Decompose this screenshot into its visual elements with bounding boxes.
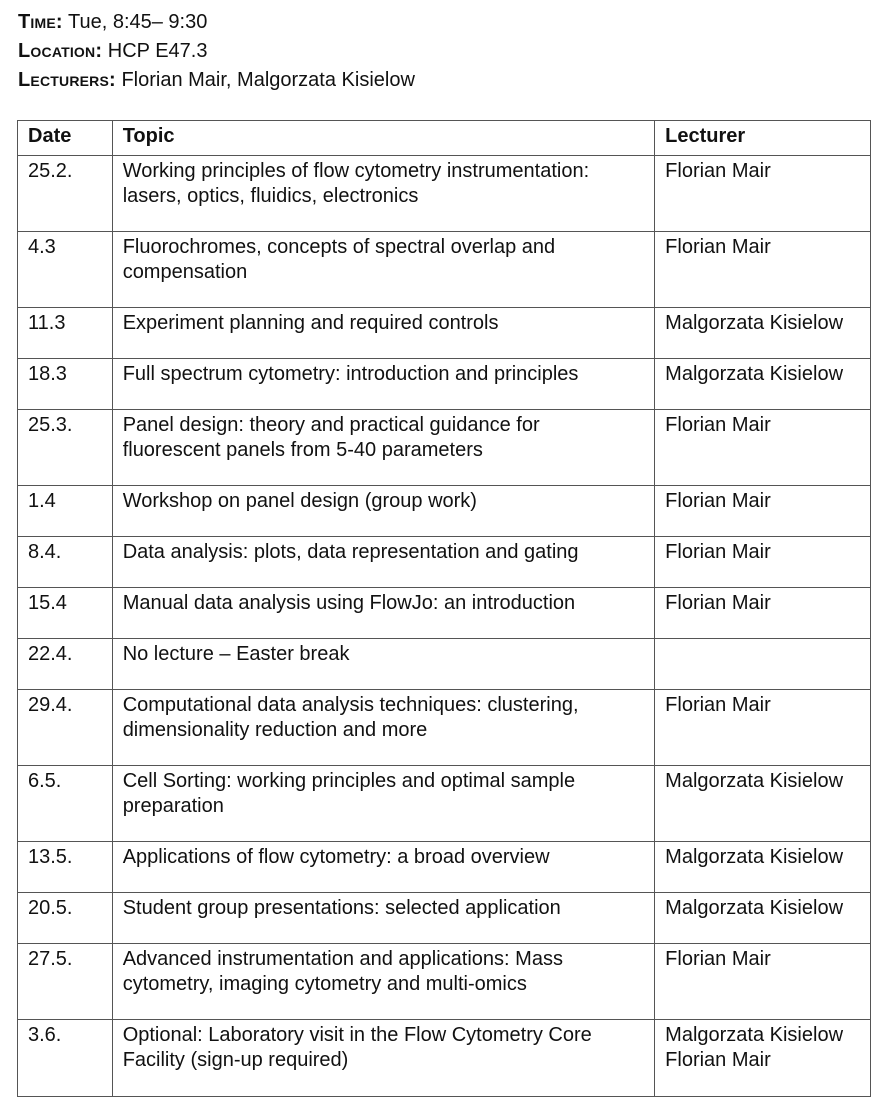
topic-cell [112, 893, 654, 944]
topic-cell [112, 410, 654, 486]
date-cell: 8.4. [18, 537, 113, 588]
topic-line: lasers, optics, fluidics, electronics [122, 185, 419, 207]
lecturer-name: Florian Mair [665, 592, 771, 614]
lecturer-cell [655, 232, 871, 308]
date-cell: 4.3 [18, 232, 113, 308]
date-cell: 11.3 [18, 308, 113, 359]
lecturer-name: Florian Mair [665, 948, 771, 970]
table-row [18, 893, 871, 944]
date-cell: 29.4. [18, 690, 113, 766]
table-header-row [18, 121, 871, 156]
table-row [18, 486, 871, 537]
topic-line: cytometry, imaging cytometry and multi-omics [122, 973, 527, 995]
topic-line: Optional: Laboratory visit in the Flow Cytometry Core [122, 1024, 592, 1046]
date-cell: 27.5. [18, 944, 113, 1020]
schedule-table [17, 120, 871, 1097]
table-row [18, 690, 871, 766]
lecturer-cell [655, 639, 871, 690]
topic-line: Facility (sign-up required) [122, 1049, 349, 1071]
date-cell: 18.3 [18, 359, 113, 410]
topic-cell [112, 359, 654, 410]
lecturer-cell [655, 893, 871, 944]
lecturer-cell [655, 359, 871, 410]
topic-line: Fluorochromes, concepts of spectral overlap and [122, 236, 556, 258]
lecturer-name: Florian Mair [665, 541, 771, 563]
lecturer-cell [655, 308, 871, 359]
time-value: Tue, 8:45– 9:30 [67, 11, 208, 33]
topic-cell [112, 537, 654, 588]
lecturer-name: Florian Mair [665, 1049, 771, 1071]
column-header-lecturer: Lecturer [655, 121, 871, 156]
location-value: HCP E47.3 [107, 40, 208, 62]
lecturer-cell [655, 410, 871, 486]
course-info-header [18, 8, 415, 95]
table-row [18, 588, 871, 639]
time-label: Time: [18, 11, 63, 33]
topic-line: No lecture – Easter break [122, 643, 350, 665]
table-row [18, 639, 871, 690]
topic-cell [112, 588, 654, 639]
lecturer-cell [655, 537, 871, 588]
lecturer-name: Florian Mair [665, 236, 771, 258]
topic-cell [112, 944, 654, 1020]
table-row [18, 410, 871, 486]
table-row [18, 842, 871, 893]
lecturers-value: Florian Mair, Malgorzata Kisielow [121, 69, 415, 91]
table-row [18, 359, 871, 410]
lecturer-name: Malgorzata Kisielow [665, 312, 844, 334]
date-cell: 6.5. [18, 766, 113, 842]
lecturers-label: Lecturers: [18, 69, 116, 91]
lecturers-line [18, 66, 415, 95]
topic-cell [112, 486, 654, 537]
lecturer-name: Malgorzata Kisielow [665, 897, 844, 919]
lecturer-cell [655, 842, 871, 893]
lecturer-name: Malgorzata Kisielow [665, 1024, 844, 1046]
location-label: Location: [18, 40, 103, 62]
topic-line: compensation [122, 261, 248, 283]
table-row [18, 1020, 871, 1097]
table-row [18, 232, 871, 308]
time-line [18, 8, 415, 37]
date-cell: 1.4 [18, 486, 113, 537]
date-cell: 20.5. [18, 893, 113, 944]
date-cell: 13.5. [18, 842, 113, 893]
table-row [18, 308, 871, 359]
lecturer-name: Malgorzata Kisielow [665, 846, 844, 868]
lecturer-name: Malgorzata Kisielow [665, 770, 844, 792]
topic-line: Student group presentations: selected application [122, 897, 561, 919]
topic-line: Manual data analysis using FlowJo: an introduction [122, 592, 576, 614]
table-row [18, 156, 871, 232]
lecturer-cell [655, 690, 871, 766]
date-cell: 22.4. [18, 639, 113, 690]
topic-cell [112, 639, 654, 690]
lecturer-cell [655, 588, 871, 639]
topic-cell [112, 156, 654, 232]
date-cell: 15.4 [18, 588, 113, 639]
topic-line: Cell Sorting: working principles and optimal sample [122, 770, 576, 792]
date-cell: 25.3. [18, 410, 113, 486]
topic-line: fluorescent panels from 5-40 parameters [122, 439, 483, 461]
topic-line: Working principles of flow cytometry instrumentation: [122, 160, 590, 182]
topic-line: Applications of flow cytometry: a broad overview [122, 846, 550, 868]
topic-cell [112, 308, 654, 359]
topic-cell [112, 690, 654, 766]
date-cell: 3.6. [18, 1020, 113, 1097]
topic-line: Experiment planning and required controls [122, 312, 499, 334]
lecturer-name: Malgorzata Kisielow [665, 363, 844, 385]
topic-line: Full spectrum cytometry: introduction and principles [122, 363, 579, 385]
lecturer-name: Florian Mair [665, 160, 771, 182]
topic-line: Panel design: theory and practical guidance for [122, 414, 540, 436]
lecturer-name: Florian Mair [665, 490, 771, 512]
lecturer-name: Florian Mair [665, 694, 771, 716]
topic-line: Workshop on panel design (group work) [122, 490, 477, 512]
table-row [18, 766, 871, 842]
lecturer-cell [655, 1020, 871, 1097]
topic-line: dimensionality reduction and more [122, 719, 428, 741]
lecturer-cell [655, 944, 871, 1020]
table-row [18, 537, 871, 588]
lecturer-cell [655, 766, 871, 842]
date-cell: 25.2. [18, 156, 113, 232]
topic-line: Advanced instrumentation and applications: Mass [122, 948, 563, 970]
topic-line: preparation [122, 795, 224, 817]
topic-cell [112, 1020, 654, 1097]
lecturer-cell [655, 156, 871, 232]
topic-line: Data analysis: plots, data representation and gating [122, 541, 579, 563]
lecturer-cell [655, 486, 871, 537]
column-header-topic: Topic [112, 121, 654, 156]
topic-cell [112, 232, 654, 308]
topic-line: Computational data analysis techniques: clustering, [122, 694, 579, 716]
table-row [18, 944, 871, 1020]
topic-cell [112, 842, 654, 893]
topic-cell [112, 766, 654, 842]
schedule-body [18, 156, 871, 1097]
lecturer-name: Florian Mair [665, 414, 771, 436]
column-header-date: Date [18, 121, 113, 156]
location-line [18, 37, 415, 66]
